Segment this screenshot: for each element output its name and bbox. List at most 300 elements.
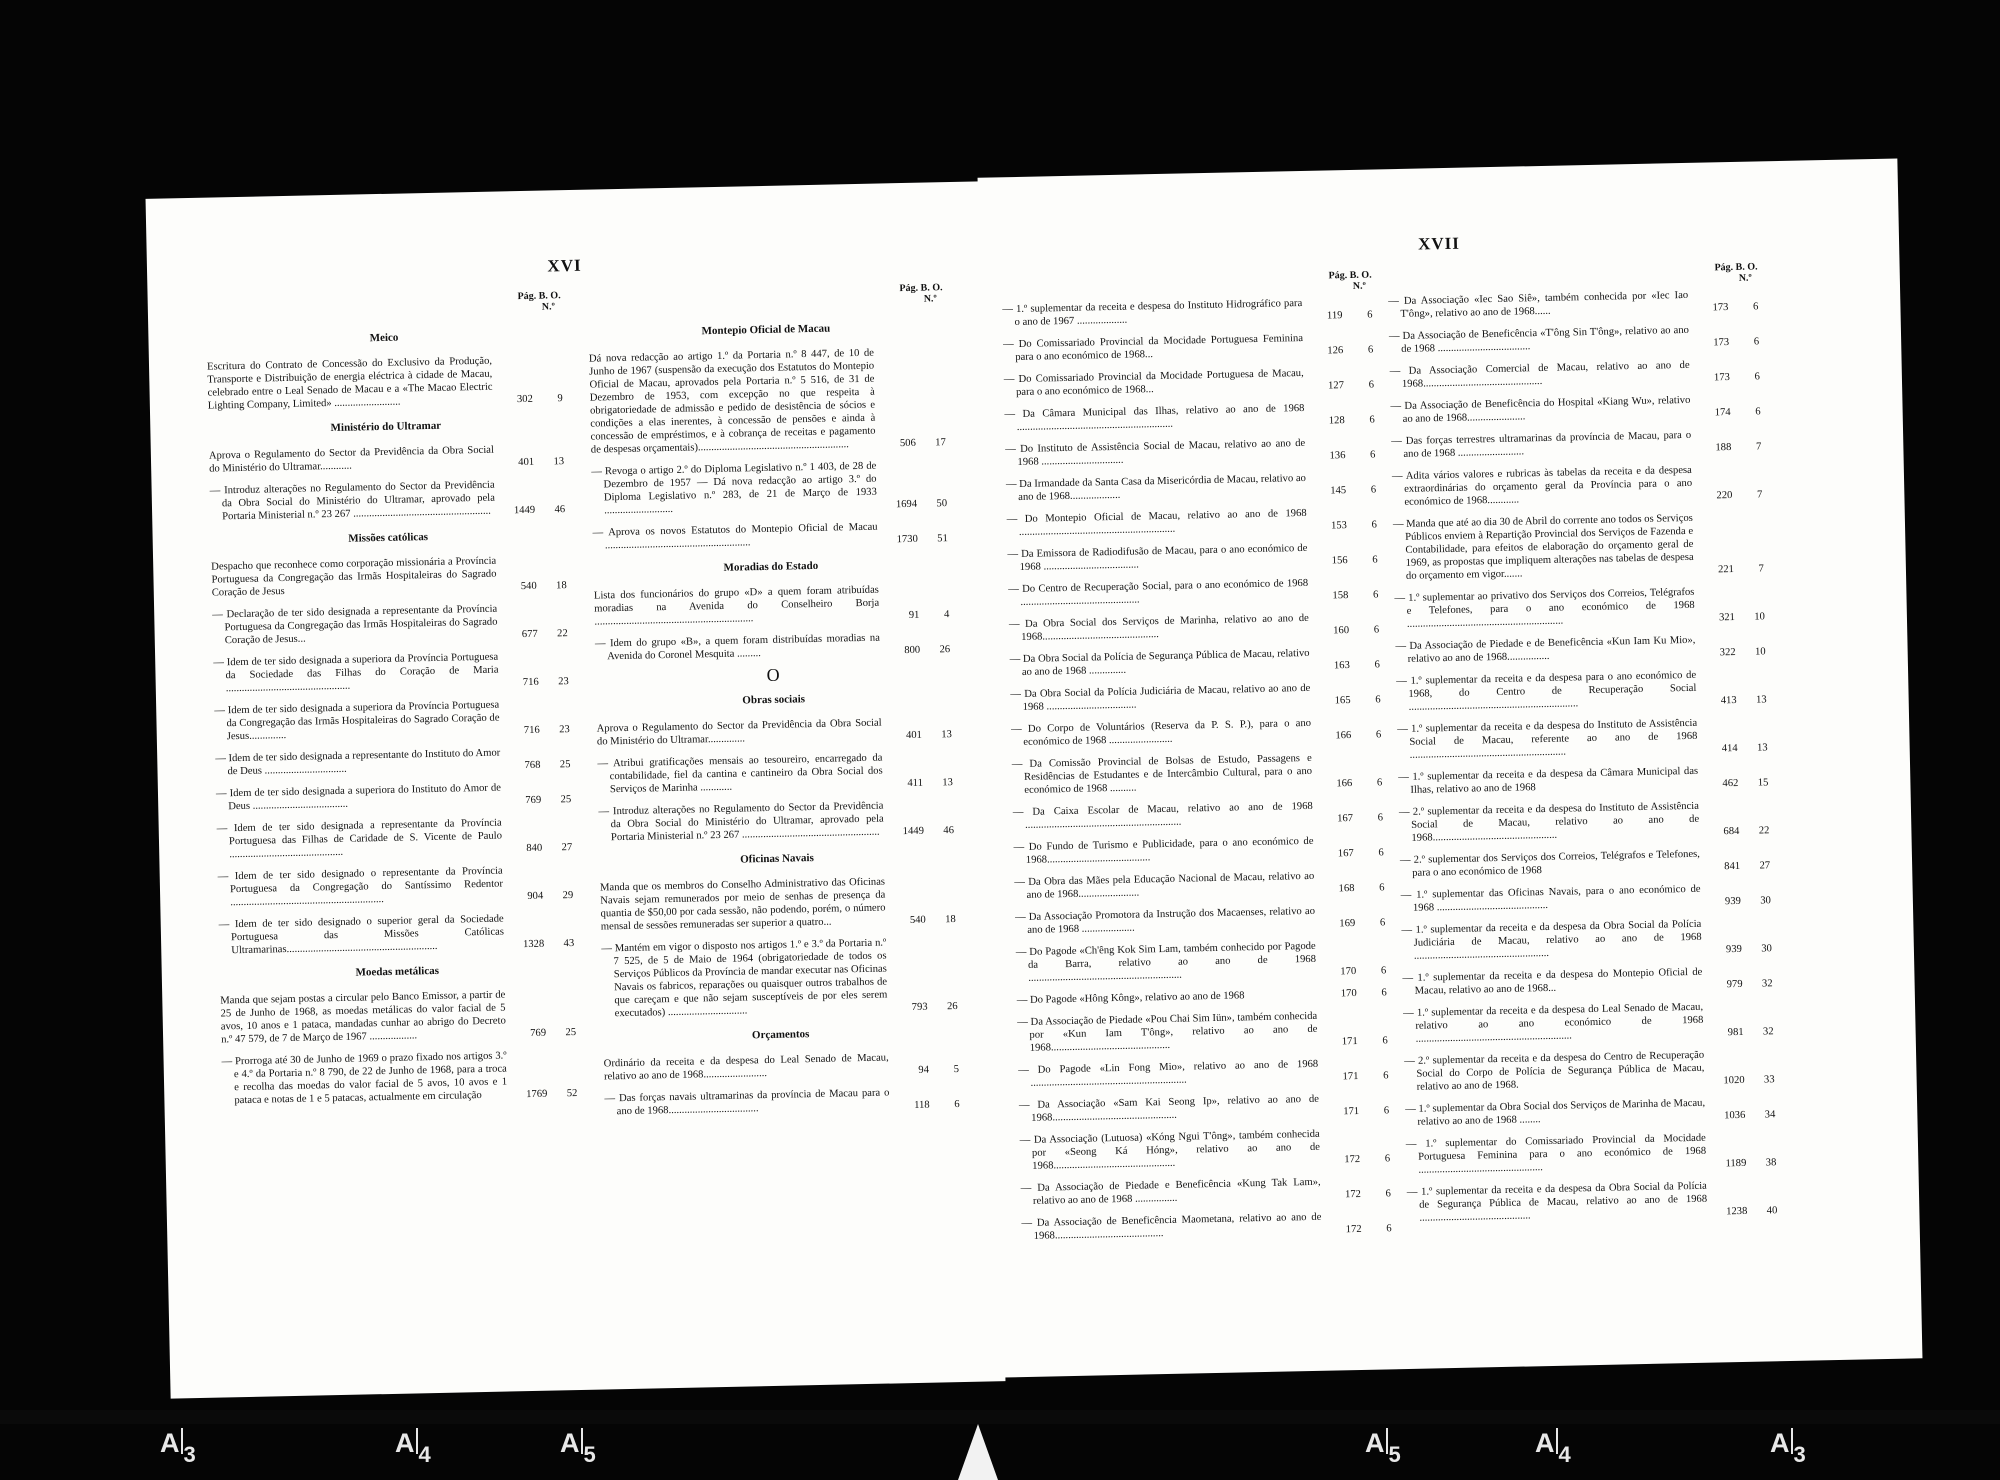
film-mark: A $_5$	[1365, 1428, 1401, 1467]
index-entry	[1390, 392, 1760, 426]
entry-page: 91	[908, 609, 920, 621]
index-entry	[597, 715, 952, 748]
index-entry	[1019, 1091, 1389, 1125]
entry-text: — 2.º suplementar da receita e da despesa do Centro de Recuperação Social do Corpo de Polícia de Segurança Pública de Macau, relativo ao ano de 1968.	[1404, 1049, 1705, 1093]
index-entry	[1018, 1056, 1388, 1090]
entry-text: — Introduz alterações no Regulamento do Sector da Previdência da Obra Social do Ministério do Ultramar, aprovado pela Portaria Ministerial n.º 23 267 ....................................................	[598, 800, 884, 844]
index-entry	[1016, 938, 1387, 985]
entry-text: — Da Câmara Municipal das Ilhas, relativo ao ano de 1968 ...........................................................	[1004, 402, 1305, 433]
entry-bo-number: 6	[954, 1099, 960, 1111]
index-entry	[1012, 750, 1383, 797]
entry-text: Aprova o Regulamento do Sector da Previdência da Obra Social do Ministério do Ultramar............	[208, 444, 494, 475]
index-entry	[211, 553, 567, 599]
entry-bo-number: 40	[1766, 1205, 1778, 1217]
entry-page: 1328	[522, 938, 545, 951]
entry-text: — Da Obra Social da Polícia Judiciária de Macau, relativo ao ano de 1968 ..................................	[1010, 682, 1311, 713]
index-entry	[1398, 763, 1768, 797]
entry-text: — Introduz alterações no Regulamento do Sector da Previdência da Obra Social do Ministério do Ultramar, aprovado pela Portaria Ministerial n.º 23 267 ....................................................	[209, 479, 495, 523]
entry-bo-number: 6	[1374, 659, 1380, 671]
entry-bo-number: 5	[953, 1064, 960, 1076]
entry-text: — Da Associação Comercial de Macau, relativo ao ano de 1968.............................................	[1389, 359, 1690, 390]
page-number: XVI	[547, 255, 582, 276]
entry-text: Dá nova redacção ao artigo 1.º da Portaria n.º 8 447, de 10 de Junho de 1967 (suspensão da execução dos Estatutos do Montepio Oficial de Macau, aprovados pela Portaria n.º 5 516, de 31 de Dezembro de 1953, com excepção no que respeita à obrigatoriedade de admissão e pedido de desistência de sócios e condições a elas inerentes, à concessão de pensões e ainda à concessão de empréstimos, e à cobrança de receitas e pagamento de despesas orçamentais).........................................................	[588, 347, 876, 456]
entry-page: 126	[1327, 345, 1344, 357]
entry-text: — Da Associação (Lutuosa) «Kóng Ngui T'ông», também conhecida por «Seong Ká Hóng», relativo ao ano de 1968..............................................	[1019, 1128, 1321, 1172]
index-entry	[1015, 903, 1385, 937]
index-entry	[1404, 1047, 1775, 1094]
entry-bo-number: 6	[1375, 729, 1382, 741]
entry-text: — Do Pagode «Hông Kông», relativo ao ano de 1968	[1016, 990, 1245, 1007]
entry-text: — Da Associação de Beneficência do Hospital «Kiang Wu», relativo ao ano de 1968......................	[1390, 394, 1691, 425]
entry-page: 979	[1726, 978, 1743, 991]
entry-page: 939	[1725, 943, 1742, 956]
entry-page: 1189	[1725, 1157, 1747, 1170]
index-entry	[1406, 1130, 1777, 1177]
column-header-line: N.º	[1738, 272, 1752, 284]
entry-text: — 1.º suplementar da receita e da despesa da Câmara Municipal das Ilhas, relativo ao ano de 1968	[1398, 765, 1699, 796]
section-heading: Meico	[369, 331, 399, 345]
entry-text: Manda que sejam postas a circular pelo Banco Emissor, a partir de 25 de Junho de 1968, as moedas metálicas do valor facial de 5 avos, 10 anos e 1 pataca, mandadas cunhar ao abrigo do Decreto n.º 47 579, de 7 de Março de 1967 ..................	[220, 989, 506, 1046]
entry-text: — 1.º suplementar da receita e da despesa para o ano económico de 1968, do Centro de Recuperação Social ................................................................	[1396, 669, 1697, 713]
index-entry	[1021, 1209, 1391, 1243]
column-header-line: N.º	[923, 293, 937, 305]
entry-bo-number: 7	[1756, 489, 1763, 501]
entry-page: 716	[522, 676, 539, 689]
entry-text: — Declaração de ter sido designada a representante da Província Portuguesa da Congregação das Irmãs Hospitaleiras do Sagrado Coração de Jesus...	[212, 603, 498, 647]
entry-page: 171	[1343, 1105, 1360, 1118]
entry-bo-number: 23	[558, 676, 569, 688]
index-entry	[212, 601, 568, 647]
column-header-bo: B. O.	[920, 282, 943, 294]
entry-bo-number: 6	[1377, 812, 1384, 824]
entry-bo-number: 6	[1753, 336, 1760, 348]
index-entry	[207, 353, 563, 412]
entry-page: 153	[1330, 520, 1348, 532]
entry-text: — Da Associação «Sam Kai Seong Ip», relativo ao ano de 1968...............................................	[1018, 1093, 1320, 1124]
column-header-bo: B. O.	[1735, 261, 1758, 273]
index-entry	[591, 458, 947, 517]
entry-bo-number: 6	[1380, 965, 1387, 977]
entry-text: — Do Pagode «Lin Fong Mio», relativo ao ano de 1968 ...........................................................	[1018, 1058, 1319, 1089]
index-entry	[1396, 667, 1767, 714]
entry-bo-number: 6	[1373, 624, 1380, 636]
entry-page: 119	[1326, 310, 1343, 322]
entry-page: 168	[1338, 883, 1355, 895]
index-entry	[1003, 331, 1373, 365]
film-mark: A $_4$	[395, 1428, 431, 1467]
index-entry	[215, 745, 570, 778]
entry-page: 136	[1329, 450, 1346, 462]
entry-page: 220	[1716, 490, 1733, 502]
entry-page: 1694	[895, 498, 918, 511]
entry-text: — Da Comissão Provincial de Bolsas de Estudo, Passagens e Residências de Estudantes e de Intercâmbio Cultural, para o ano económico de 1968 ..........	[1011, 752, 1313, 796]
entry-bo-number: 30	[1760, 895, 1771, 907]
entry-bo-number: 6	[1383, 1070, 1389, 1082]
index-entry	[1004, 401, 1374, 435]
film-mark: A $_4$	[1535, 1428, 1571, 1467]
entry-text: — 1.º suplementar da receita e da despesa do Leal Senado de Macau, relativo ao ano económico de 1968 ...........................................................	[1403, 1001, 1704, 1045]
entry-text: — 2.º suplementar dos Serviços dos Correios, Telégrafos e Telefones, para o ano económico de 1968	[1399, 848, 1700, 879]
entry-text: — Das forças navais ultramarinas da província de Macau para o ano de 1968..................................	[604, 1087, 890, 1118]
entry-bo-number: 34	[1764, 1109, 1776, 1121]
entry-page: 171	[1341, 1035, 1358, 1048]
index-entry	[209, 442, 564, 475]
entry-bo-number: 13	[1755, 694, 1767, 706]
column-header-line: N.º	[1352, 280, 1367, 292]
index-entry	[595, 630, 950, 663]
entry-text: — 1.º suplementar do Comissariado Provincial da Mocidade Portuguesa Feminina para o ano económico de 1968 ...............................................	[1405, 1132, 1707, 1176]
column-header-pag: Pág.	[899, 282, 919, 295]
entry-page: 904	[527, 890, 544, 903]
entry-text: — Mantém em vigor o disposto nos artigos 1.º e 3.º da Portaria n.º 7 525, de 5 de Maio de 1964 (obrigatoriedade de todos os Serviços Públicos da Província de mandar executar nas Oficinas Navais os fabricos, reparações ou quaisquer outros trabalhos de que careçam e que não sejam susceptíveis de por eles serem executados) ..............................	[601, 937, 888, 1020]
entry-text: — Do Pagode «Ch'êng Kok Sim Lam, também conhecido por Pagode da Barra, relativo ao ano de 1968 ..........................................................	[1015, 940, 1317, 984]
entry-bo-number: 6	[1382, 1035, 1388, 1047]
entry-page: 188	[1715, 442, 1732, 454]
entry-text: Ordinário da receita e da despesa do Leal Senado de Macau, relativo ao ano de 1968........................	[603, 1052, 889, 1083]
entry-bo-number: 6	[1378, 847, 1384, 859]
section-heading: Moradias do Estado	[723, 559, 819, 574]
entry-page: 414	[1721, 742, 1738, 755]
index-entry	[1017, 1008, 1388, 1055]
entry-bo-number: 52	[566, 1088, 578, 1100]
entry-bo-number: 6	[1376, 777, 1383, 789]
entry-text: — 1.º suplementar da receita e da despesa do Instituto de Assistência Social de Macau, referente ao ano de 1968 ...........................................................	[1397, 717, 1698, 761]
entry-text: — 2.º suplementar da receita e da despesa do Instituto de Assistência Social de Macau, relativo ao ano de 1968...............................................	[1398, 800, 1700, 844]
entry-text: — Da Obra Social dos Serviços de Marinha, relativo ao ano de 1968............................................	[1008, 612, 1309, 643]
index-entry	[1004, 366, 1374, 400]
entry-page: 981	[1727, 1026, 1744, 1039]
entry-page: 118	[914, 1099, 930, 1111]
entry-text: — 1.º suplementar ao privativo dos Serviços dos Correios, Telégrafos e Telefones, para o ano económico de 1968 ...........................................................	[1394, 586, 1695, 630]
index-entry	[217, 815, 573, 861]
entry-bo-number: 6	[1367, 309, 1373, 321]
column-header	[206, 290, 561, 323]
entry-text: — Da Caixa Escolar de Macau, relativo ao ano de 1968 ...........................................................	[1012, 800, 1313, 831]
entry-text: — Do Centro de Recuperação Social, para o ano económico de 1968 .............................................	[1008, 577, 1309, 608]
entry-bo-number: 6	[1384, 1153, 1391, 1165]
entry-page: 1730	[896, 533, 918, 546]
entry-bo-number: 17	[935, 437, 946, 449]
entry-text: — Da Associação de Beneficência Maometana, relativo ao ano de 1968.........................................	[1021, 1211, 1322, 1242]
left-column-1	[206, 290, 578, 1116]
entry-bo-number: 32	[1761, 978, 1773, 990]
section-heading: Oficinas Navais	[740, 852, 814, 866]
entry-text: — Revoga o artigo 2.º do Diploma Legislativo n.º 1 403, de 28 de Dezembro de 1957 — Dá nova redacção ao artigo 3.º do Diploma Legislativo n.º 283, de 21 de Março de 1933 ..........................	[591, 460, 877, 517]
section-heading: Ministério do Ultramar	[330, 419, 442, 435]
index-entry	[1009, 645, 1379, 679]
entry-bo-number: 26	[939, 644, 951, 656]
entry-text: — Do Montepio Oficial de Macau, relativo ao ano de 1968 ...........................................................	[1006, 507, 1307, 538]
entry-page: 840	[526, 842, 543, 855]
index-entry	[1005, 435, 1375, 469]
index-entry	[1399, 798, 1770, 845]
index-entry	[1393, 510, 1764, 583]
entry-bo-number: 7	[1758, 563, 1765, 575]
entry-text: — Da Associação «Iec Sao Siê», também conhecida por «Iec Iao T'ông», relativo ao ano de 1968......	[1388, 289, 1689, 320]
entry-page: 401	[905, 729, 923, 742]
entry-page: 540	[520, 580, 537, 593]
index-entry	[598, 798, 954, 844]
left-page	[146, 181, 1006, 1398]
entry-text: — Idem de ter sido designada a representante da Província Portuguesa das Filhas de Caridade de S. Vicente de Paulo ...........................................	[216, 817, 503, 861]
entry-page: 145	[1330, 485, 1347, 497]
entry-page: 221	[1717, 564, 1735, 576]
entry-page: 793	[911, 1001, 928, 1014]
index-entry	[594, 582, 950, 628]
entry-bo-number: 6	[1379, 917, 1386, 929]
entry-bo-number: 6	[1375, 694, 1381, 706]
entry-text: — 1.º suplementar da receita e da despesa do Montepio Oficial de Macau, relativo ao ano de 1968...	[1402, 966, 1703, 997]
entry-bo-number: 46	[943, 825, 955, 837]
column-header-bo: B. O.	[1349, 269, 1372, 281]
index-entry	[1401, 881, 1771, 915]
index-entry	[216, 780, 571, 813]
film-strip	[0, 1410, 2000, 1424]
entry-page: 166	[1335, 730, 1352, 742]
entry-page: 160	[1333, 625, 1350, 637]
entry-text: — 1.º suplementar da receita e despesa do Instituto Hidrográfico para o ano de 1967 ...................	[1002, 297, 1303, 329]
index-entry	[1007, 540, 1377, 574]
entry-bo-number: 15	[1757, 777, 1769, 789]
entry-page: 411	[907, 777, 924, 790]
entry-page: 939	[1724, 895, 1741, 908]
entry-text: — Da Associação de Piedade «Pou Chai Sim Iün», também conhecida por «Kun Iam T'ông», relativo ao ano de 1968.............................................	[1017, 1010, 1318, 1054]
emblem-icon: O	[766, 664, 780, 685]
entry-bo-number: 46	[554, 504, 566, 516]
entry-bo-number: 6	[1368, 379, 1375, 391]
index-entry	[1017, 986, 1387, 1007]
entry-page: 163	[1333, 660, 1350, 672]
entry-text: — Da Associação Promotora da Instrução dos Macaenses, relativo ao ano de 1968 ....................	[1014, 905, 1316, 936]
index-entry	[1009, 610, 1379, 644]
entry-bo-number: 50	[936, 498, 948, 510]
entry-page: 166	[1336, 778, 1353, 790]
entry-text: — 1.º suplementar da receita e da despesa da Obra Social da Polícia Judiciária de Macau, relativo ao ano de 1968 ...................................................	[1401, 918, 1702, 962]
entry-bo-number: 13	[553, 456, 565, 468]
entry-text: — Das forças terrestres ultramarinas da província de Macau, para o ano de 1968 .........................	[1391, 429, 1692, 460]
entry-text: — Aprova os novos Estatutos do Montepio Oficial de Macau .......................................................	[592, 521, 878, 552]
entry-text: — Atribui gratificações mensais ao tesoureiro, encarregado da contabilidade, fiel da cantina e cantineiro da Obra Social dos Serviços de Marinha ............	[597, 752, 883, 796]
entry-text: — Do Fundo de Turismo e Publicidade, para o ano económico de 1968.......................................	[1013, 835, 1314, 866]
entry-bo-number: 25	[559, 759, 571, 771]
index-entry	[1008, 575, 1378, 609]
entry-bo-number: 13	[942, 777, 954, 789]
entry-page: 716	[523, 724, 540, 737]
index-entry	[589, 345, 946, 456]
entry-bo-number: 6	[1367, 344, 1374, 356]
entry-text: — 1.º suplementar da receita e da despesa da Obra Social da Polícia de Segurança Pública de Macau, relativo ao ano de 1968 ..........................................	[1406, 1180, 1708, 1224]
entry-text: — Da Associação de Piedade e Beneficência «Kung Tak Lam», relativo ao ano de 1968 ................	[1020, 1176, 1321, 1207]
index-entry	[1407, 1178, 1778, 1225]
index-entry	[604, 1085, 959, 1118]
entry-page: 768	[524, 759, 541, 772]
entry-bo-number: 32	[1762, 1026, 1774, 1038]
index-entry	[1397, 715, 1768, 762]
index-entry	[600, 874, 956, 933]
entry-page: 173	[1712, 302, 1729, 314]
entry-page: 1449	[513, 504, 536, 517]
column-header-bo: B. O.	[538, 290, 561, 302]
entry-bo-number: 7	[1755, 441, 1762, 453]
entry-text: — Do Comissariado Provincial da Mocidade Portuguesa de Macau, para o ano económico de 1968...	[1003, 367, 1304, 399]
index-entry	[219, 911, 575, 957]
index-entry	[601, 935, 958, 1020]
section-heading: Missões católicas	[348, 531, 429, 545]
index-entry	[221, 1048, 577, 1107]
index-entry	[1007, 505, 1377, 539]
film-mark: A $_3$	[160, 1428, 196, 1467]
index-entry	[1395, 632, 1765, 666]
entry-bo-number: 27	[1759, 860, 1771, 872]
entry-text: — Manda que até ao dia 30 de Abril do corrente ano todos os Serviços Públicos enviem à Repartição Provincial dos Serviços de Fazenda e Contabilidade, para efeitos de elaboração do orçamento geral de 1969, as propostas que impliquem alterações nas tabelas de despesa do orçamento em vigor.......	[1392, 512, 1694, 582]
entry-page: 127	[1327, 380, 1345, 392]
index-entry	[1013, 798, 1383, 832]
entry-page: 169	[1339, 918, 1356, 930]
section-heading: Montepio Oficial de Macau	[701, 322, 831, 338]
entry-text: Lista dos funcionários do grupo «D» a quem foram atribuídas moradias na Avenida do Conselheiro Borja ............................................................	[593, 584, 880, 628]
entry-text: Despacho que reconhece como corporação missionária a Província Portuguesa da Congregação das Irmãs Hospitaleiras do Sagrado Coração de Jesus	[211, 555, 497, 599]
entry-page: 156	[1331, 555, 1348, 567]
entry-page: 128	[1328, 415, 1345, 427]
entry-text: — Da Obra Social da Polícia de Segurança Pública de Macau, relativo ao ano de 1968 ..............	[1009, 647, 1310, 678]
entry-text: — Adita vários valores e rubricas às tabelas da receita e da despesa extraordinárias do orçamento geral da Província para o ano económico de 1968............	[1391, 464, 1693, 508]
index-entry	[1390, 357, 1760, 391]
entry-bo-number: 6	[1754, 371, 1760, 383]
entry-text: — Idem de ter sido designado o superior geral da Sociedade Portuguesa das Missões Católicas Ultramarinas.........................................................	[218, 913, 505, 957]
index-entry	[1400, 846, 1770, 880]
entry-page: 413	[1720, 694, 1737, 707]
entry-text: Manda que os membros do Conselho Administrativo das Oficinas Navais sejam remunerados por meio de senhas de presença da quantia de $50,00 por cada sessão, não podendo, porém, o número mensal de sessões remuneradas ser superior a quatro...	[599, 876, 886, 933]
entry-bo-number: 6	[1371, 519, 1378, 531]
entry-bo-number: 6	[1383, 1105, 1390, 1117]
index-entry	[1403, 999, 1774, 1046]
entry-page: 540	[909, 914, 926, 927]
entry-text: — Da Emissora de Radiodifusão de Macau, para o ano económico de 1968 ....................................	[1007, 542, 1308, 573]
entry-bo-number: 6	[1372, 554, 1378, 566]
entry-bo-number: 38	[1765, 1157, 1777, 1169]
right-column-2	[1388, 261, 1778, 1234]
index-entry	[220, 987, 576, 1046]
entry-page: 1238	[1726, 1205, 1748, 1218]
entry-text: — Da Irmandade da Santa Casa da Misericórdia de Macau, relativo ao ano de 1968...................	[1005, 472, 1307, 503]
entry-page: 158	[1332, 590, 1349, 602]
entry-page: 769	[525, 794, 542, 807]
index-entry	[1391, 427, 1761, 461]
page-number: XVII	[1417, 233, 1461, 254]
entry-page: 1036	[1724, 1109, 1746, 1122]
entry-page: 322	[1719, 646, 1736, 659]
entry-bo-number: 25	[565, 1027, 577, 1039]
film-mark: A $_3$	[1770, 1428, 1806, 1467]
entry-bo-number: 10	[1754, 646, 1766, 658]
index-entry	[210, 477, 566, 523]
column-header-line: N.º	[541, 301, 555, 313]
entry-page: 172	[1344, 1188, 1362, 1201]
column-header	[588, 282, 943, 315]
entry-bo-number: 22	[557, 628, 568, 640]
entry-page: 171	[1342, 1070, 1359, 1083]
index-entry	[213, 649, 569, 695]
entry-page: 167	[1337, 848, 1354, 860]
entry-text: — 1.º suplementar das Oficinas Navais, para o ano económico de 1968 ..........................................	[1400, 883, 1701, 914]
entry-page: 506	[899, 437, 916, 450]
entry-page: 677	[521, 628, 538, 641]
binding-notch-shape	[958, 1424, 998, 1480]
index-entry	[604, 1050, 959, 1083]
column-header-pag: Pág.	[517, 290, 537, 303]
index-entry	[592, 519, 947, 552]
entry-page: 1449	[902, 825, 925, 838]
entry-bo-number: 4	[943, 609, 950, 621]
entry-text: — Da Associação de Piedade e de Beneficência «Kun Iam Ku Mio», relativo ao ano de 1968................	[1395, 634, 1696, 665]
entry-bo-number: 30	[1761, 943, 1772, 955]
entry-text: — Do Instituto de Assistência Social de Macau, relativo ao ano de 1968 ...............................	[1005, 437, 1306, 468]
entry-bo-number: 18	[556, 580, 567, 592]
index-entry	[1392, 462, 1763, 509]
film-mark: A $_5$	[560, 1428, 596, 1467]
entry-page: 841	[1724, 860, 1741, 873]
entry-text: Escritura do Contrato de Concessão do Exclusivo da Produção, Transporte e Distribuição de energia eléctrica à cidade de Macau, celebrado entre o Leal Senado de Macau e a «The Macao Electric Lighting Company, Limited» .........................	[206, 355, 493, 412]
entry-page: 321	[1718, 612, 1736, 624]
entry-page: 94	[918, 1064, 930, 1076]
entry-text: — Da Obra das Mães pela Educação Nacional de Macau, relativo ao ano de 1968.......................	[1014, 870, 1315, 901]
index-entry	[1394, 584, 1765, 631]
index-entry	[1010, 680, 1380, 714]
entry-text: — Do Comissariado Provincial da Mocidade Portuguesa Feminina para o ano económico de 1968...	[1002, 332, 1304, 364]
entry-text: — Prorroga até 30 de Junho de 1969 o prazo fixado nos artigos 3.º e 4.º da Portaria n.º 8 790, de 22 de Junho de 1968, para a troca e recolha das moedas do valor facial de 5 avos, 10 avos e 1 pataca e notas de 1 e 5 patacas, actualmente em circulação	[221, 1050, 508, 1107]
film-margin	[0, 1428, 2000, 1480]
entry-bo-number: 6	[1370, 484, 1377, 496]
entry-bo-number: 23	[559, 724, 570, 736]
index-entry	[218, 863, 574, 909]
section-heading: Orçamentos	[751, 1028, 810, 1042]
entry-page: 1020	[1723, 1074, 1745, 1087]
entry-page: 462	[1722, 777, 1739, 790]
entry-page: 800	[904, 644, 921, 657]
entry-page: 167	[1337, 813, 1354, 825]
index-entry	[1021, 1174, 1391, 1208]
entry-bo-number: 27	[561, 842, 573, 854]
entry-page: 684	[1723, 825, 1740, 838]
index-entry	[1013, 833, 1383, 867]
entry-bo-number: 6	[1379, 882, 1385, 894]
entry-bo-number: 33	[1763, 1074, 1775, 1086]
entry-page: 172	[1344, 1153, 1361, 1166]
index-entry	[1401, 916, 1772, 963]
entry-page: 302	[516, 393, 533, 406]
right-page	[978, 158, 1923, 1377]
entry-page: 1769	[526, 1088, 548, 1101]
entry-bo-number: 25	[560, 794, 572, 806]
index-entry	[1014, 868, 1384, 902]
entry-bo-number: 6	[1386, 1223, 1392, 1235]
entry-bo-number: 13	[941, 729, 953, 741]
entry-page: 769	[530, 1027, 547, 1040]
entry-text: — Idem de ter sido designado o representante da Província Portuguesa da Congregação do Santíssimo Redentor ..........................................................	[217, 865, 504, 909]
entry-text: — Do Corpo de Voluntários (Reserva da P. S. P.), para o ano económico de 1968 ........................	[1010, 717, 1312, 748]
entry-bo-number: 18	[945, 914, 956, 926]
entry-text: Aprova o Regulamento do Sector da Previdência da Obra Social do Ministério do Ultramar..............	[596, 717, 882, 748]
entry-text: — Idem de ter sido designada a superiora da Província Portuguesa da Congregação das Irmãs Hospitaleiras do Sagrado Coração de Jesus..............	[214, 699, 500, 743]
entry-bo-number: 13	[1756, 742, 1768, 754]
entry-bo-number: 29	[562, 890, 574, 902]
entry-page: 173	[1713, 337, 1730, 349]
entry-page: 170	[1340, 966, 1357, 978]
index-entry	[1020, 1126, 1391, 1173]
index-entry	[1402, 964, 1772, 998]
entry-page: 165	[1334, 695, 1351, 707]
entry-text: — Da Associação de Beneficência «T'ông Sin T'ông», relativo ao ano de 1968 ...................................	[1388, 324, 1690, 355]
